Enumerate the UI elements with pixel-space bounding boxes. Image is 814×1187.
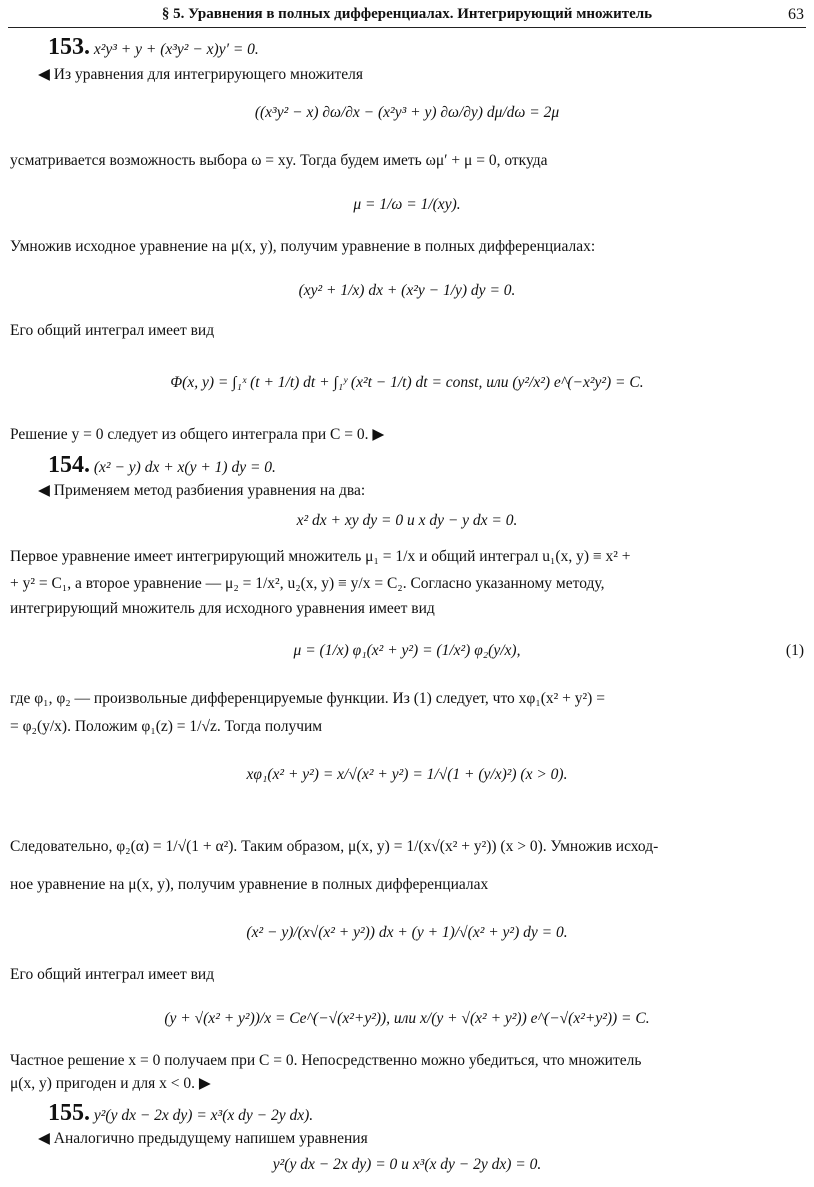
problem-number: 155. [48,1100,90,1126]
problem-equation: (x² − y) dx + x(y + 1) dy = 0. [93,459,276,476]
display-formula: y²(y dx − 2x dy) = 0 и x³(x dy − 2y dx) = 0. [272,1156,542,1173]
text-line: ◀ Из уравнения для интегрирующего множителя [38,66,364,83]
text-line: Его общий интеграл имеет вид [10,322,215,339]
display-formula: (y + √(x² + y²))/x = Ce^(−√(x²+y²)), или x/(y + √(x² + y²)) e^(−√(x²+y²)) = C. [164,1010,650,1027]
text-line: интегрирующий множитель для исходного уравнения имеет вид [10,600,435,617]
text-line: Частное решение x = 0 получаем при C = 0. Непосредственно можно убедиться, что множитель [10,1052,642,1069]
text-line: ◀ Применяем метод разбиения уравнения на два: [38,482,366,499]
text-line: Умножив исходное уравнение на μ(x, y), получим уравнение в полных дифференциалах: [10,238,596,255]
display-formula: ((x³y² − x) ∂ω/∂x − (x²y³ + y) ∂ω/∂y) dμ/dω = 2μ [254,104,560,121]
problem-153-heading [48,34,259,62]
display-formula: x² dx + xy dy = 0 и x dy − y dx = 0. [296,512,518,529]
text-line: Следовательно, φ₂(α) = 1/√(1 + α²). Таким образом, μ(x, y) = 1/(x√(x² + y²)) (x > 0). Умножив исход- [10,838,659,855]
problem-equation: x²y³ + y + (x³y² − x)y′ = 0. [93,41,259,58]
problem-number: 153. [48,34,90,60]
text-line: Первое уравнение имеет интегрирующий множитель μ₁ = 1/x и общий интеграл u₁(x, y) ≡ x² + [10,548,631,565]
problem-equation: y²(y dx − 2x dy) = x³(x dy − 2y dx). [93,1107,314,1124]
text-line: ◀ Аналогично предыдущему напишем уравнения [38,1130,368,1147]
header-rule [8,27,806,28]
display-formula: Φ(x, y) = ∫₁ˣ (t + 1/t) dt + ∫₁ʸ (x²t − 1/t) dt = const, или (y²/x²) e^(−x²y²) = C. [170,374,644,391]
display-formula: μ = (1/x) φ₁(x² + y²) = (1/x²) φ₂(y/x), [293,642,521,659]
problem-number: 154. [48,452,90,478]
problem-154-heading [48,452,276,480]
text-line: μ(x, y) пригоден и для x < 0. ▶ [10,1075,211,1092]
text-line: ное уравнение на μ(x, y), получим уравнение в полных дифференциалах [10,876,489,893]
display-formula: μ = 1/ω = 1/(xy). [353,196,461,213]
text-line: + y² = C₁, а второе уравнение — μ₂ = 1/x², u₂(x, y) ≡ y/x = C₂. Согласно указанному методу, [10,575,605,592]
text-line: где φ₁, φ₂ — произвольные дифференцируемые функции. Из (1) следует, что xφ₁(x² + y²) = [10,690,605,707]
running-header: § 5. Уравнения в полных дифференциалах. Интегрирующий множитель [161,6,653,22]
text-line: усматривается возможность выбора ω = xy. Тогда будем иметь ωμ′ + μ = 0, откуда [10,152,548,169]
problem-155-heading [48,1100,313,1128]
text-line: = φ₂(y/x). Положим φ₁(z) = 1/√z. Тогда получим [10,718,323,735]
display-formula: (x² − y)/(x√(x² + y²)) dx + (y + 1)/√(x² + y²) dy = 0. [246,924,568,941]
page-number: 63 [788,6,804,23]
text-line: Решение y = 0 следует из общего интеграла при C = 0. ▶ [10,426,385,443]
display-formula: (xy² + 1/x) dx + (x²y − 1/y) dy = 0. [298,282,516,299]
equation-number: (1) [785,642,804,659]
text-line: Его общий интеграл имеет вид [10,966,215,983]
display-formula: xφ₁(x² + y²) = x/√(x² + y²) = 1/√(1 + (y/x)²) (x > 0). [246,766,568,783]
